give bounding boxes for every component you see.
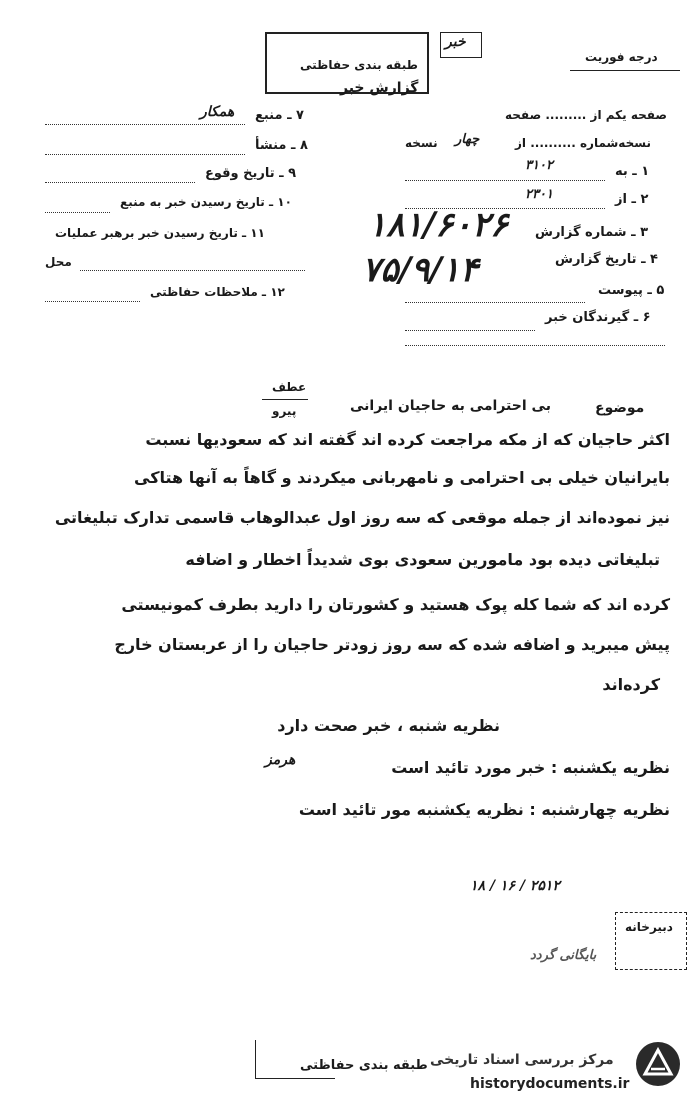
to-label: ۱ ـ به: [615, 164, 650, 179]
from-value: ۲۳۰۱: [525, 187, 553, 202]
archive-stamp-handwriting: بایگانی گردد: [530, 948, 597, 963]
footer-line: [255, 1078, 335, 1079]
opinion-line: نظریه شنبه ، خبر صحت دارد: [277, 716, 500, 735]
archive-logo-icon: [634, 1036, 682, 1094]
body-line: کرده اند که شما کله پوک هستید و کشورتان را دارید بطرف کمونیستی: [121, 595, 670, 614]
watermark-url: historydocuments.ir: [470, 1076, 630, 1092]
source-label: ۷ ـ منبع: [255, 108, 304, 123]
origin-dots: [45, 154, 245, 155]
arrival-source-dots: [45, 212, 110, 213]
handwritten-report-date: ۷۵/۹/۱۴: [362, 250, 479, 290]
opinion-signature: هرمز: [265, 752, 296, 768]
security-notes-dots: [45, 301, 140, 302]
report-date-label: ۴ ـ تاریخ گزارش: [555, 252, 658, 267]
body-line: نیز نموده‌اند از جمله موقعی که سه روز اول عبدالوهاب قاسمی تدارک تبلیغاتی: [54, 508, 670, 527]
copy-line-value: چهار: [455, 132, 480, 147]
body-line: تبلیغاتی دیده بود مامورین سعودی بوی شدیداً اخطار و اضافه: [185, 550, 660, 569]
occurrence-dots: [45, 182, 195, 183]
ref-divider: [262, 399, 308, 400]
page-line: صفحه یکم از ......... صفحه: [505, 108, 667, 122]
recipients-label: ۶ ـ گیرندگان خبر: [545, 310, 651, 325]
source-value: همکار: [200, 104, 235, 120]
place-label: محل: [45, 255, 72, 269]
archive-stamp-line1: دبیرخانه: [625, 920, 673, 934]
footer-bracket-line: [255, 1040, 256, 1078]
opinion-line: نظریه چهارشنبه : نظریه یکشنبه مور تائید است: [298, 800, 670, 819]
from-label: ۲ ـ از: [615, 192, 649, 207]
recipients-dots-1: [405, 330, 535, 331]
priority-underline: [570, 70, 680, 71]
classification-label: طبقه بندی حفاظتی: [300, 58, 418, 72]
archive-number: ۲۵۱۲ / ۱۶ / ۱۸: [470, 878, 560, 894]
handwritten-report-number: ۱۸۱/۶۰۲۶: [368, 205, 509, 245]
arrival-ops-label: ۱۱ ـ تاریخ رسیدن خبر برهبر عملیات: [55, 226, 265, 240]
subject-label: موضوع: [595, 400, 645, 416]
arrival-source-label: ۱۰ ـ تاریخ رسیدن خبر به منبع: [120, 195, 292, 209]
origin-label: ۸ ـ منشأ: [255, 138, 308, 153]
report-number-label: ۳ ـ شماره گزارش: [535, 225, 649, 240]
subject-text: بی احترامی به حاجیان ایرانی: [350, 398, 551, 414]
body-line: بایرانیان خیلی بی احترامی و نامهربانی میکردند و گاهاً به آنها هتاکی: [134, 468, 670, 487]
report-title: گزارش خبر: [340, 80, 419, 96]
security-notes-label: ۱۲ ـ ملاحظات حفاظتی: [150, 285, 285, 299]
occurrence-date-label: ۹ ـ تاریخ وقوع: [205, 166, 297, 181]
copy-line-suffix: نسخه: [405, 136, 438, 150]
watermark-name: مرکز بررسی اسناد تاریخی: [430, 1052, 614, 1068]
footer-classification: طبقه بندی حفاظتی: [300, 1058, 428, 1073]
attachment-dots: [405, 302, 585, 303]
body-line: اکثر حاجیان که از مکه مراجعت کرده اند گفته اند که سعودیها نسبت: [145, 430, 670, 449]
stamp-handwriting: خبر: [445, 34, 466, 50]
copy-line-label: نسخه‌شماره .......... از: [515, 136, 651, 150]
opinion-line: نظریه یکشنبه : خبر مورد تائید است: [391, 758, 670, 777]
body-line: کرده‌اند: [602, 675, 660, 694]
priority-label: درجه فوریت: [585, 50, 658, 64]
to-value: ۳۱۰۲: [525, 158, 553, 173]
ref-top-label: عطف: [272, 380, 307, 394]
to-dots: [405, 180, 605, 181]
place-dots: [80, 270, 305, 271]
recipients-dots-2: [405, 345, 665, 346]
body-line: پیش میبرید و اضافه شده که سه روز زودتر حاجیان را از عربستان خارج: [114, 635, 670, 654]
ref-bottom-label: پیرو: [272, 404, 297, 418]
attachment-label: ۵ ـ پیوست: [598, 283, 665, 298]
source-dots: [45, 124, 245, 125]
